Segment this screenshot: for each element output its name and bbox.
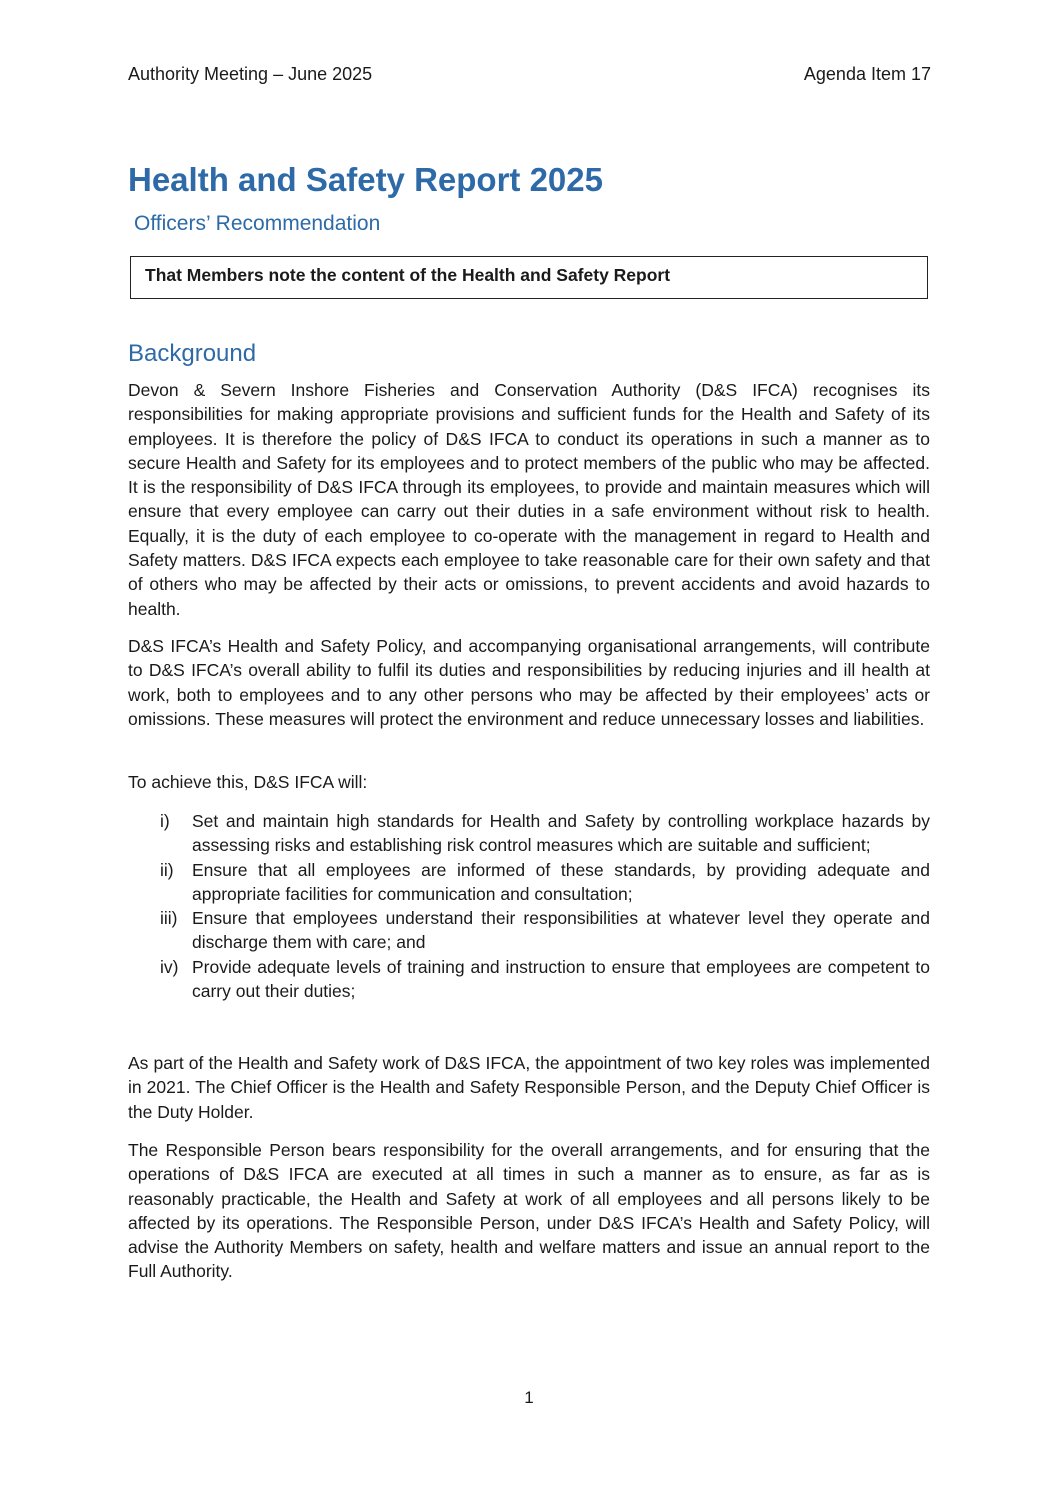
header-agenda-item: Agenda Item 17 xyxy=(803,64,931,84)
list-marker: iii) xyxy=(160,908,178,929)
paragraph-key-roles: As part of the Health and Safety work of D&S IFCA, the appointment of two key roles was implemented in 2021. The Chief Officer is the Health and Safety Responsible Person, and the Deputy Chief Officer is the Duty Holder. xyxy=(128,1053,930,1122)
page-title: Health and Safety Report 2025 xyxy=(128,161,603,198)
recommendation-box xyxy=(130,256,928,299)
list-item xyxy=(160,906,930,955)
section-heading-background: Background xyxy=(128,340,257,367)
paragraph-policy-statement: Devon & Severn Inshore Fisheries and Conservation Authority (D&S IFCA) recognises its responsibilities for making appropriate provisions and sufficient funds for the Health and Safety of its employees. It is therefore the policy of D&S IFCA to conduct its operations in such a manner as to secure Health and Safety for its employees and to protect members of the public who may be affected. It is the responsibility of D&S IFCA through its employees, to provide and maintain measures which will ensure that every employee can carry out their duties in a safe environment without risk to health. Equally, it is the duty of each employee to co-operate with the management in regard to Health and Safety matters. D&S IFCA expects each employee to take reasonable care for their own safety and that of others who may be affected by their acts or omissions, to prevent accidents and avoid hazards to health. xyxy=(128,380,930,619)
page-subtitle: Officers’ Recommendation xyxy=(134,212,381,235)
list-item xyxy=(160,858,930,907)
list-item-text: Ensure that employees understand their responsibilities at whatever level they operate and discharge them with care; and xyxy=(192,908,930,953)
list-marker: i) xyxy=(160,811,170,831)
paragraph-responsible-person: The Responsible Person bears responsibility for the overall arrangements, and for ensuring that the operations of D&S IFCA are executed at all times in such a manner as to ensure, as far as is reasonably practicable, the Health and Safety at work of all employees and all persons likely to be affected by its operations. The Responsible Person, under D&S IFCA’s Health and Safety Policy, will advise the Authority Members on safety, health and welfare matters and issue an annual report to the Full Authority. xyxy=(128,1140,930,1282)
list-item xyxy=(160,955,930,1004)
page-number: 1 xyxy=(524,1388,534,1407)
list-marker: iv) xyxy=(160,956,179,977)
list-item xyxy=(160,809,930,858)
list-item-text: Ensure that all employees are informed of these standards, by providing adequate and appropriate facilities for communication and consultation; xyxy=(192,859,930,904)
list-item-text: Set and maintain high standards for Health and Safety by controlling workplace hazards by assessing risks and establishing risk control measures which are suitable and sufficient; xyxy=(192,811,930,856)
paragraph-list-intro: To achieve this, D&S IFCA will: xyxy=(128,772,368,792)
recommendation-text: That Members note the content of the Health and Safety Report xyxy=(145,265,671,285)
list-item-text: Provide adequate levels of training and instruction to ensure that employees are competent to carry out their duties; xyxy=(192,956,930,1002)
header-meeting: Authority Meeting – June 2025 xyxy=(128,64,373,84)
list-marker: ii) xyxy=(160,859,174,880)
commitments-list xyxy=(160,809,930,1003)
paragraph-policy-arrangements: D&S IFCA’s Health and Safety Policy, and accompanying organisational arrangements, will contribute to D&S IFCA’s overall ability to fulfil its duties and responsibilities by reducing injuries and ill health at work, both to employees and to any other persons who may be affected by their employees’ acts or omissions. These measures will protect the environment and reduce unnecessary losses and liabilities. xyxy=(128,636,930,729)
